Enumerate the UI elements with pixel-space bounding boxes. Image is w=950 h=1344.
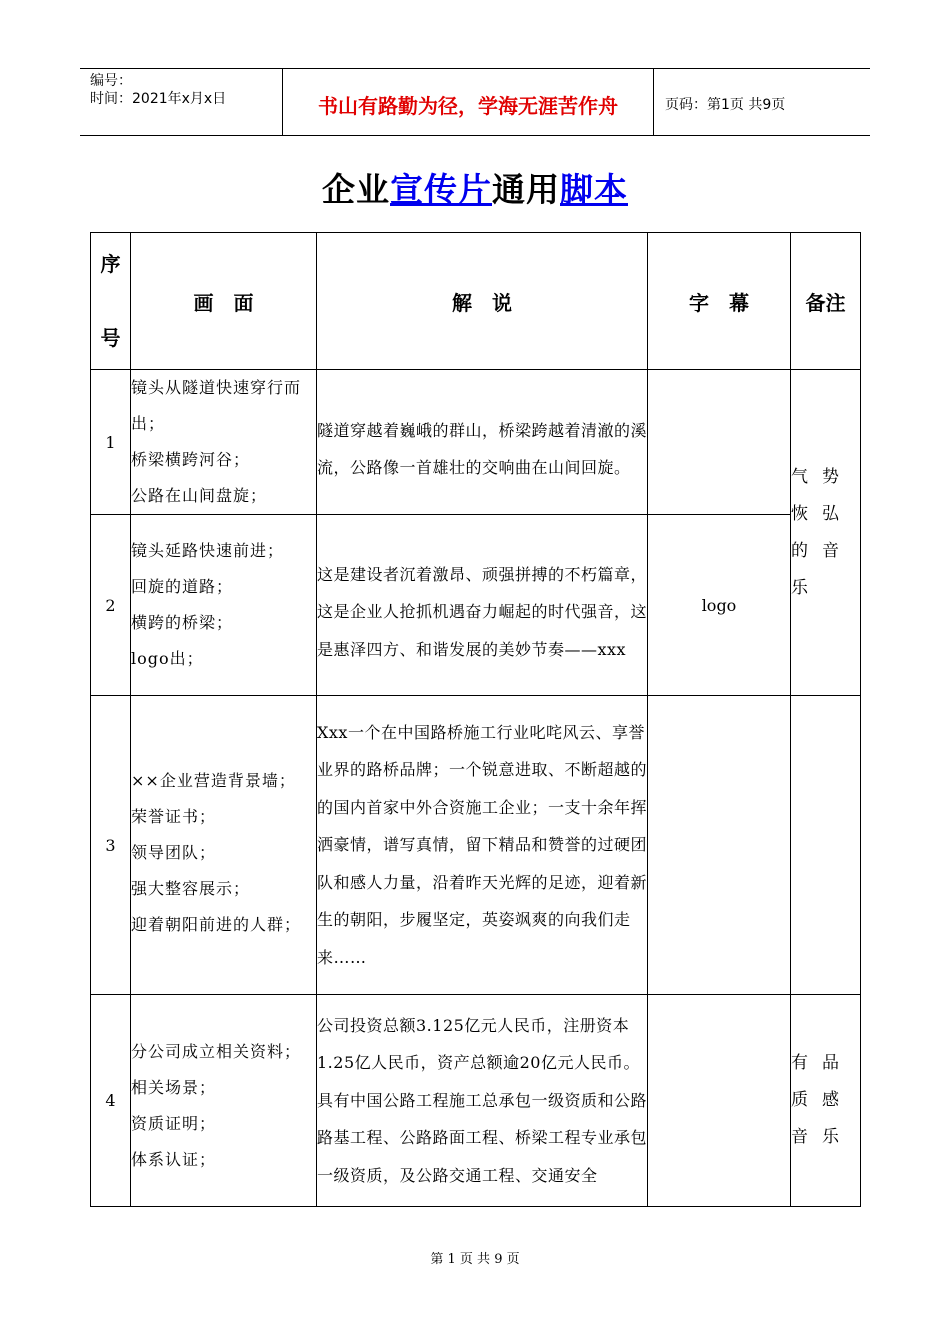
- row-narration: 公司投资总额3.125亿元人民币，注册资本1.25亿人民币，资产总额逾20亿元人民币。具有中国公路工程施工总承包一级资质和公路路基工程、公路路面工程、桥梁工程专业承包一级资质，及公路交通工程、交通安全: [317, 995, 648, 1207]
- row-seq: 3: [91, 696, 131, 995]
- motto: 书山有路勤为径，学海无涯苦作舟: [318, 94, 618, 118]
- table-row: [91, 370, 861, 515]
- row-seq: 1: [91, 370, 131, 515]
- row-caption: [648, 995, 791, 1207]
- number-label: 编号：: [90, 73, 132, 89]
- note-music-majestic: 气势恢弘的音乐: [791, 370, 861, 696]
- row-scene: ××企业营造背景墙； 荣誉证书； 领导团队； 强大整容展示； 迎着朝阳前进的人群；: [131, 696, 317, 995]
- row-caption: logo: [648, 515, 791, 696]
- script-table: [90, 232, 861, 1207]
- table-row: [91, 995, 861, 1207]
- header-bottom-rule: [80, 135, 870, 136]
- title-part1: 企业: [322, 170, 390, 209]
- header-caption: 字 幕: [648, 233, 791, 370]
- time-line: 时间：2021年x月x日: [90, 91, 227, 107]
- row-narration: Xxx一个在中国路桥施工行业叱咤风云、享誉业界的路桥品牌；一个锐意进取、不断超越的的国内首家中外合资施工企业；一支十余年挥洒豪情，谱写真情，留下精品和赞誉的过硬团队和感人力量，沿着昨天光辉的足迹，迎着新生的朝阳，步履坚定，英姿飒爽的向我们走来……: [317, 696, 648, 995]
- page-footer: 第 1 页 共 9 页: [430, 1252, 520, 1267]
- page-title: [0, 164, 950, 211]
- row-seq: 4: [91, 995, 131, 1207]
- header-notes: 备注: [791, 233, 861, 370]
- note-music-quality: 有品质感音乐: [791, 995, 861, 1207]
- header-scene: 画 面: [131, 233, 317, 370]
- table-row: [91, 515, 861, 696]
- row-narration: 隧道穿越着巍峨的群山，桥梁跨越着清澈的溪流，公路像一首雄壮的交响曲在山间回旋。: [317, 370, 648, 515]
- row-caption: [648, 370, 791, 515]
- row-narration: 这是建设者沉着激昂、顽强拼搏的不朽篇章，这是企业人抢抓机遇奋力崛起的时代强音，这是惠泽四方、和谐发展的美妙节奏——xxx: [317, 515, 648, 696]
- header-meta: [90, 72, 226, 108]
- row-scene: 镜头延路快速前进； 回旋的道路； 横跨的桥梁； logo出；: [131, 515, 317, 696]
- table-row: [91, 696, 861, 995]
- title-link-promo[interactable]: 宣传片: [390, 170, 492, 209]
- title-part2: 通用: [492, 170, 560, 209]
- header-narration: 解 说: [317, 233, 648, 370]
- row-note: [791, 696, 861, 995]
- page-code: 页码：第1页 共9页: [665, 97, 786, 113]
- row-caption: [648, 696, 791, 995]
- title-link-script[interactable]: 脚本: [560, 170, 628, 209]
- row-scene: 分公司成立相关资料； 相关场景； 资质证明； 体系认证；: [131, 995, 317, 1207]
- row-scene: 镜头从隧道快速穿行而出； 桥梁横跨河谷； 公路在山间盘旋；: [131, 370, 317, 515]
- row-seq: 2: [91, 515, 131, 696]
- header-motto-box: [282, 68, 654, 135]
- table-header-row: [91, 233, 861, 370]
- header-seq: 序 号: [91, 233, 131, 370]
